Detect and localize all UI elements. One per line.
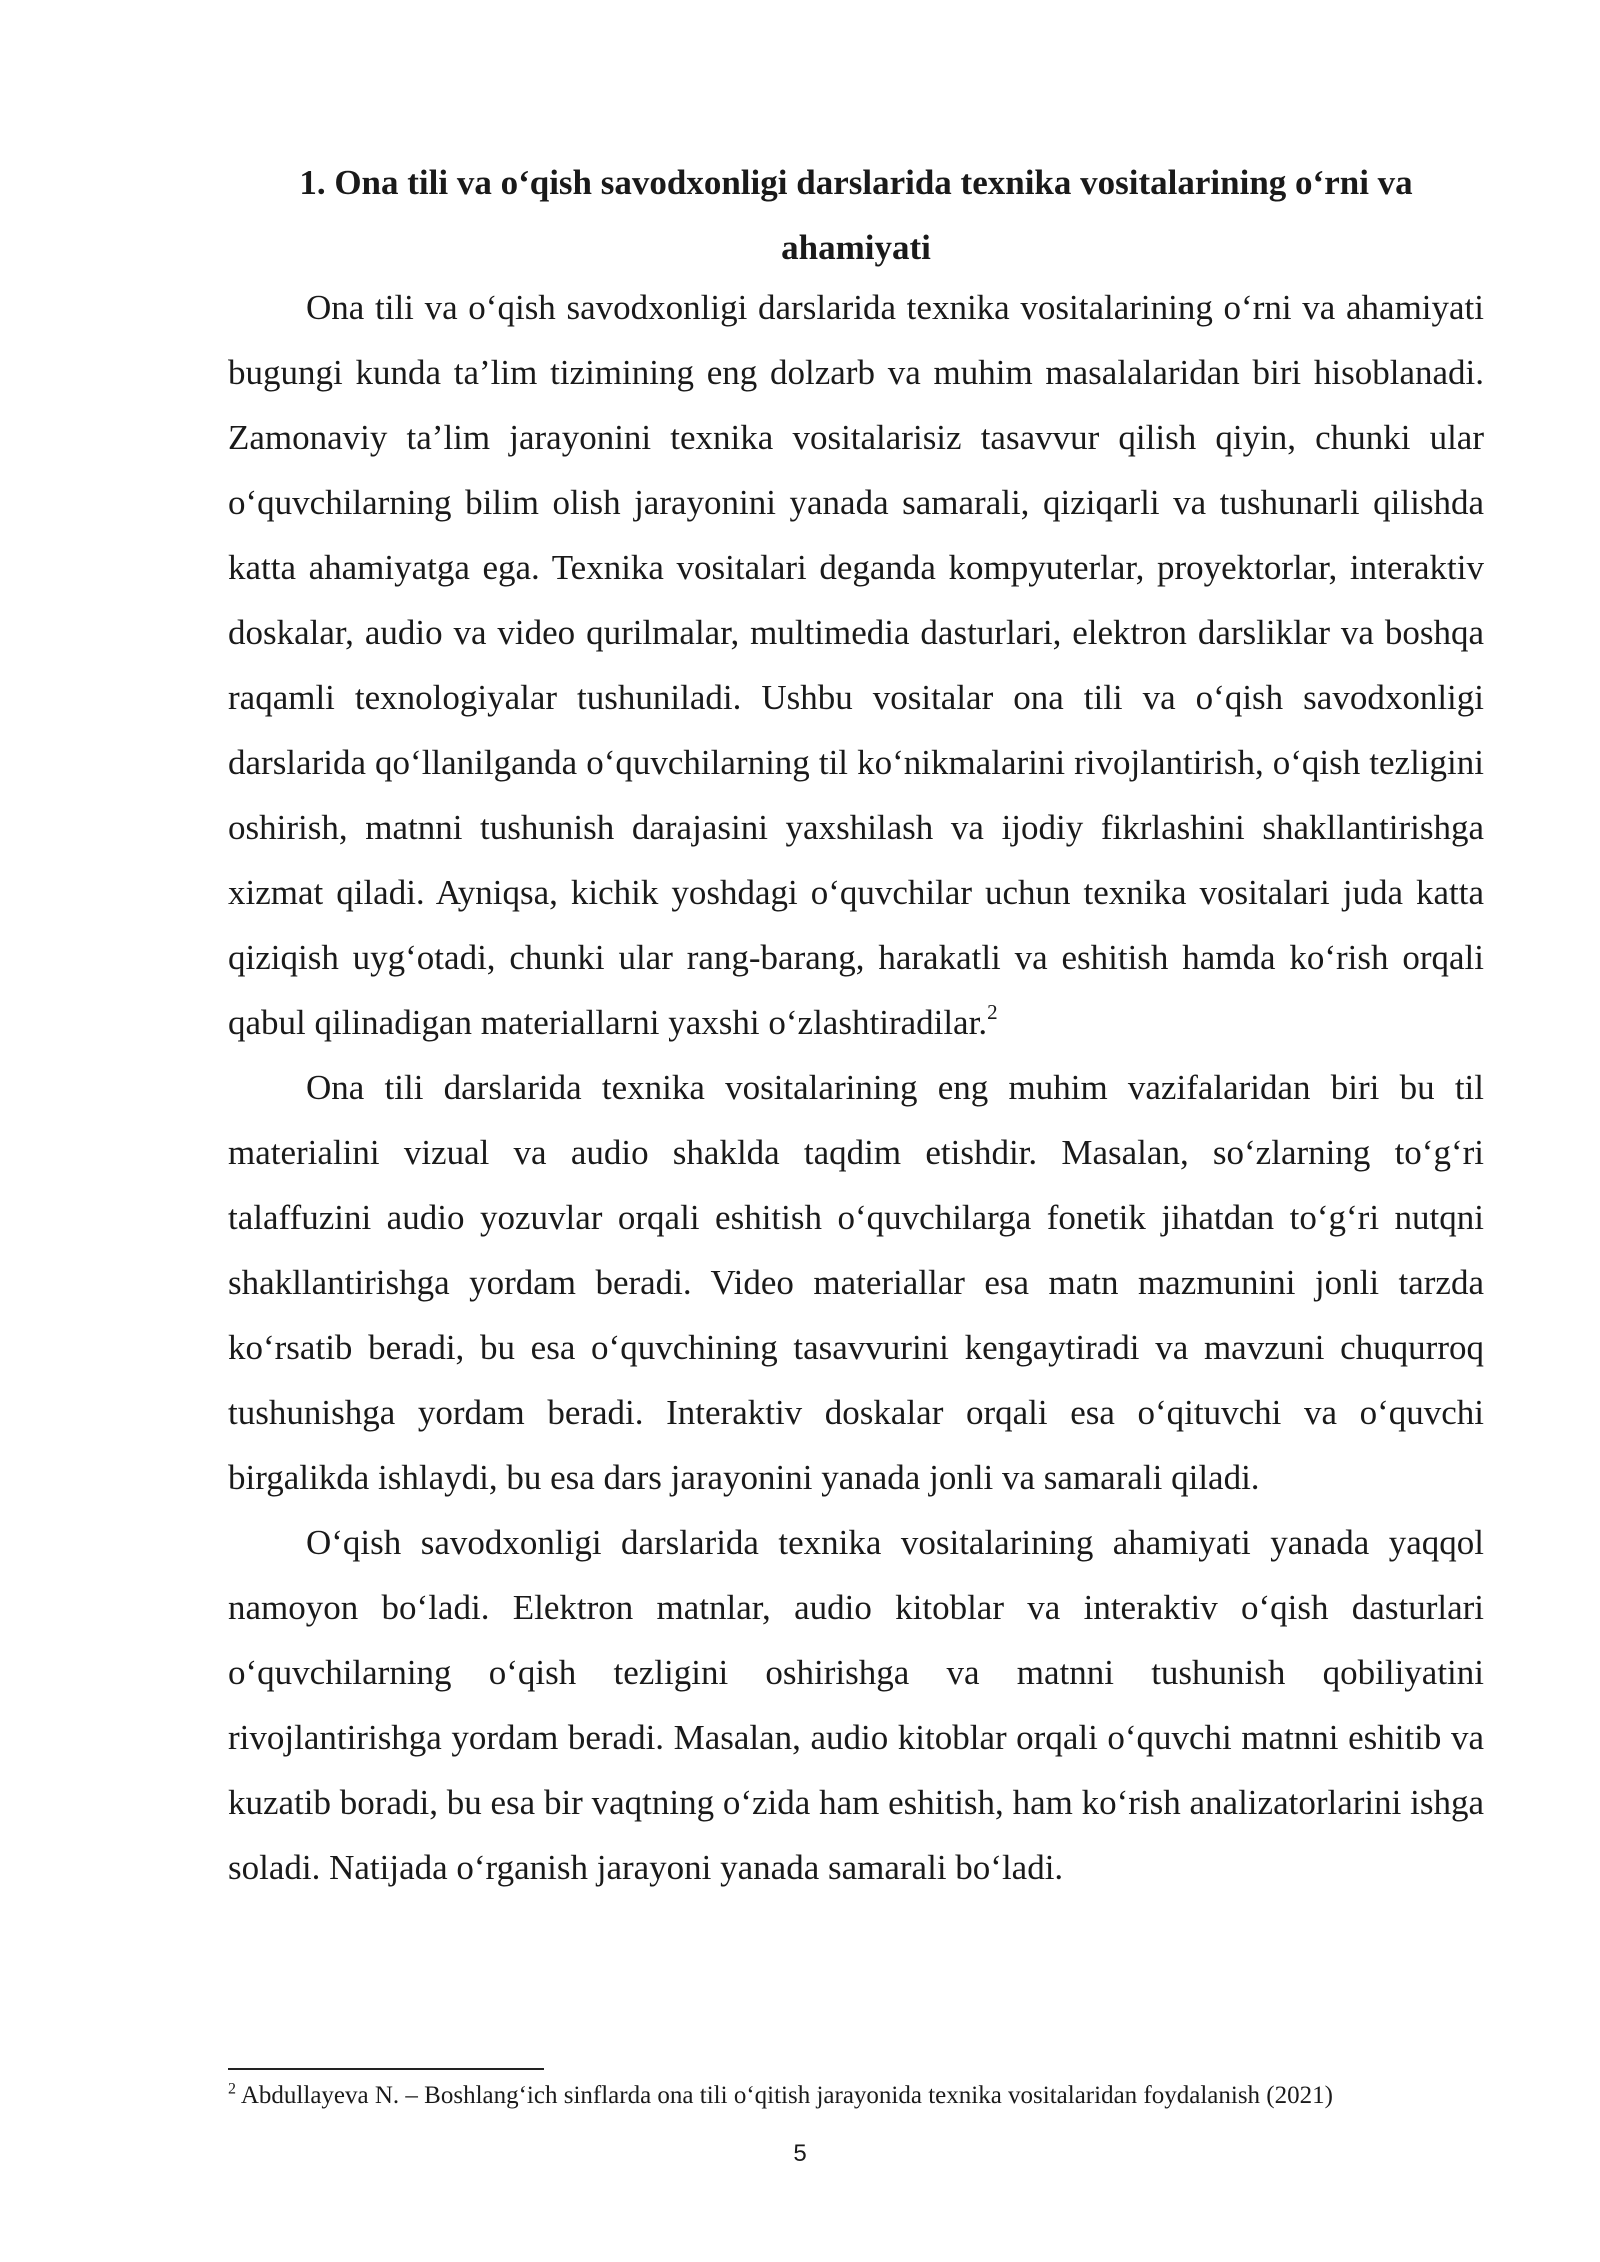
heading-line-2: ahamiyati [781,228,931,267]
footnote-text: Abdullayeva N. – Boshlang‘ich sinflarda ona tili o‘qitish jarayonida texnika vositalaridan foydalanish (2021) [236,2082,1333,2109]
footnote-separator [228,2068,544,2070]
paragraph-2: Ona tili darslarida texnika vositalarining eng muhim vazifalaridan biri bu til materialini vizual va audio shaklda taqdim etishdir. Masalan, so‘zlarning to‘g‘ri talaffuzini audio yozuvlar orqali eshitish o‘quvchilarga fonetik jihatdan to‘g‘ri nutqni shakllantirishga yordam beradi. Video materiallar esa matn mazmunini jonli tarzda ko‘rsatib beradi, bu esa o‘quvchining tasavvurini kengaytiradi va mavzuni chuqurroq tushunishga yordam beradi. Interaktiv doskalar orqali esa o‘qituvchi va o‘quvchi birgalikda ishlaydi, bu esa dars jarayonini yanada jonli va samarali qiladi. [228,1068,1484,1497]
paragraph-3: O‘qish savodxonligi darslarida texnika vositalarining ahamiyati yanada yaqqol namoyon bo‘ladi. Elektron matnlar, audio kitoblar va interaktiv o‘qish dasturlari o‘quvchilarning o‘qish tezligini oshirishga va matnni tushunish qobiliyatini rivojlantirishga yordam beradi. Masalan, audio kitoblar orqali o‘quvchi matnni eshitib va kuzatib boradi, bu esa bir vaqtning o‘zida ham eshitish, ham ko‘rish analizatorlarini ishga soladi. Natijada o‘rganish jarayoni yanada samarali bo‘ladi. [228,1523,1484,1887]
footnote-number: 2 [228,2080,236,2098]
paragraph-1 [228,275,1484,1055]
section-heading [228,150,1484,280]
body-text [228,275,1484,1900]
footnote [228,2080,1484,2112]
heading-line-1: 1. Ona tili va o‘qish savodxonligi darslarida texnika vositalarining o‘rni va [299,163,1413,202]
footnote-reference[interactable]: 2 [987,1000,998,1025]
paragraph-1-text: Ona tili va o‘qish savodxonligi darslarida texnika vositalarining o‘rni va ahamiyati bugungi kunda ta’lim tizimining eng dolzarb va muhim masalalaridan biri hisoblanadi. Zamonaviy ta’lim jarayonini texnika vositalarisiz tasavvur qilish qiyin, chunki ular o‘quvchilarning bilim olish jarayonini yanada samarali, qiziqarli va tushunarli qilishda katta ahamiyatga ega. Texnika vositalari deganda kompyuterlar, proyektorlar, interaktiv doskalar, audio va video qurilmalar, multimedia dasturlari, elektron darsliklar va boshqa raqamli texnologiyalar tushuniladi. Ushbu vositalar ona tili va o‘qish savodxonligi darslarida qo‘llanilganda o‘quvchilarning til ko‘nikmalarini rivojlantirish, o‘qish tezligini oshirish, matnni tushunish darajasini yaxshilash va ijodiy fikrlashini shakllantirishga xizmat qiladi. Ayniqsa, kichik yoshdagi o‘quvchilar uchun texnika vositalari juda katta qiziqish uyg‘otadi, chunki ular rang-barang, harakatli va eshitish hamda ko‘rish orqali qabul qilinadigan materiallarni yaxshi o‘zlashtiradilar. [228,288,1484,1042]
page-number: 5 [793,2140,807,2167]
